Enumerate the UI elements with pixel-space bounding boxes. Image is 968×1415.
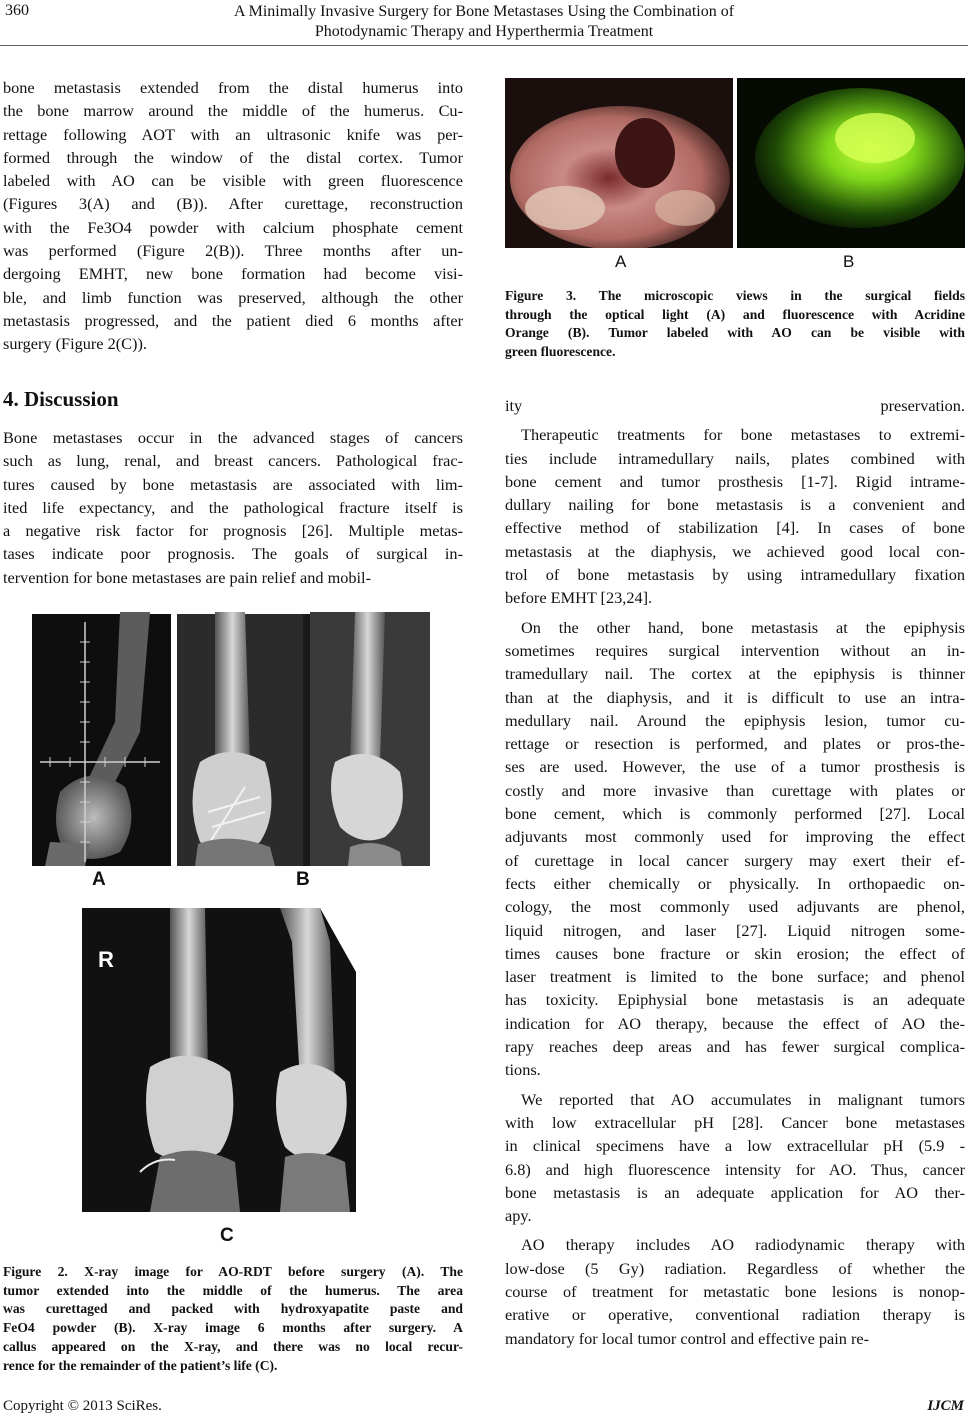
photo-b-fluorescence [737, 78, 965, 248]
figure-3-label-a: A [615, 252, 627, 271]
text-line: rettage or resection is performed, and plates or pros-the- [505, 734, 965, 754]
figure-2-xray-collage [30, 612, 433, 1260]
figure-3 [505, 78, 965, 278]
text-line: metastasis at the diaphysis, we achieved good local con- [505, 541, 965, 561]
text-line: medullary nail. Around the epiphysis lesion, tumor cu- [505, 710, 965, 730]
footer-copyright: Copyright © 2013 SciRes. [3, 1398, 162, 1414]
right-paragraph-ph [505, 1088, 965, 1228]
text-line: rapy reaches deep areas and has fewer surgical complica- [505, 1037, 965, 1057]
text-line: Bone metastases occur in the advanced stages of cancers [3, 428, 463, 447]
text-line: apy. [505, 1206, 532, 1226]
text-line: ties include intramedullary nails, plates combined with [505, 448, 965, 468]
text-line: sometimes requires surgical intervention without an in- [505, 640, 965, 660]
text-line: has toxicity. Epiphysial bone metastasis is an adequate [505, 990, 965, 1010]
text-line: erative or operative, conventional radiation therapy is [505, 1305, 965, 1325]
caption-line: was curettaged and packed with hydroxyapatite paste and [3, 1301, 463, 1317]
text-line: effective method of stabilization [4]. In cases of bone [505, 518, 965, 538]
text-line: Therapeutic treatments for bone metastases to extremi- [521, 425, 965, 445]
text-line: AO therapy includes AO radiodynamic therapy with [521, 1235, 965, 1255]
photo-a-optical-light [505, 78, 733, 248]
text-line: dergoing EMHT, new bone formation had become visi- [3, 264, 463, 284]
text-line: laser treatment is limited to the bone surface; and phenol [505, 967, 965, 987]
right-paragraph-therapeutic [505, 423, 965, 609]
text-line: bone cement and tumor prosthesis [1-7]. Rigid intrame- [505, 471, 965, 491]
running-title-line-1: A Minimally Invasive Surgery for Bone Metastases Using the Combination of [233, 3, 735, 20]
text-line: in clinical specimens have a low extracellular pH (5.9 - [505, 1136, 965, 1156]
text-line: ble, and limb function was preserved, although the other [3, 287, 463, 307]
text-line: tervention for bone metastases are pain relief and mobil- [3, 567, 371, 587]
figure-3-photos [505, 78, 965, 248]
xray-panel-a [32, 612, 171, 866]
text-line: ses are used. However, the use of a tumor prosthesis is [505, 757, 965, 777]
text-line: such as lung, renal, and breast cancers. Pathological frac- [3, 451, 463, 471]
text-line: surgery (Figure 2(C)). [3, 334, 147, 354]
figure-2 [30, 612, 433, 1260]
text-line: indication for AO therapy, because the effect of AO the- [505, 1013, 965, 1033]
text-line: rettage following AOT with an ultrasonic knife was per- [3, 124, 463, 144]
footer-journal: IJCM [927, 1398, 964, 1414]
text-line: course of treatment for metastatic bone lesions is nonop- [505, 1281, 965, 1301]
text-line: tures caused by bone metastasis are associated with lim- [3, 474, 463, 494]
text-line: bone cement, which is commonly performed [27]. Local [505, 804, 965, 824]
text-line: low-dose (5 Gy) radiation. Regardless of whether the [505, 1258, 965, 1278]
text-line: fects either chemically or physically. In orthopaedic on- [505, 873, 965, 893]
text-line: adjuvants most commonly used for improving the effect [505, 827, 965, 847]
right-paragraph-epiphysis [505, 616, 965, 1082]
text-line: mandatory for local tumor control and effective pain re- [505, 1328, 870, 1348]
text-line: tions. [505, 1060, 541, 1080]
figure-2-label-b: B [296, 869, 310, 890]
caption-line: callus appeared on the X-ray, and there was no local recur- [3, 1338, 463, 1354]
caption-line: Orange (B). Tumor labeled with AO can be visible with [505, 325, 965, 341]
figure-2-label-a: A [92, 869, 106, 890]
figure-3-label-b: B [843, 252, 855, 271]
caption-line: FeO4 powder (B). X-ray image 6 months after surgery. A [3, 1320, 463, 1336]
text-line: (Figures 3(A) and (B)). After curettage, reconstruction [3, 194, 463, 214]
caption-line: tumor extended into the middle of the humerus. The area [3, 1282, 463, 1298]
caption-line: green fluorescence. [505, 344, 616, 360]
xray-panel-c [82, 908, 356, 1212]
caption-line: rence for the remainder of the patient’s life (C). [3, 1357, 278, 1373]
left-paragraph-2 [3, 426, 463, 589]
xray-panel-b [177, 612, 430, 866]
text-line: bone metastasis extended from the distal humerus into [3, 78, 463, 97]
text-line: of curettage in local cancer surgery may exert their ef- [505, 850, 965, 870]
running-title-line-2: Photodynamic Therapy and Hyperthermia Treatment [314, 23, 654, 40]
left-paragraph-1 [3, 76, 463, 356]
text-line: dullary nailing for bone metastasis is a convenient and [505, 495, 965, 515]
text-line: the bone marrow around the middle of the humerus. Cu- [3, 101, 463, 121]
text-line: bone metastasis is an adequate application for AO ther- [505, 1182, 965, 1202]
caption-line: through the optical light (A) and fluorescence with Acridine [505, 306, 965, 322]
text-line: costly and more invasive than curettage with plates or [505, 780, 965, 800]
text-line: than at the diaphysis, and it is difficult to use an intra- [505, 687, 965, 707]
text-line: liquid nitrogen, and laser [27]. Liquid nitrogen some- [505, 920, 965, 940]
text-line: formed through the window of the distal cortex. Tumor [3, 147, 463, 167]
text-line: was performed (Figure 2(B)). Three months after un- [3, 241, 463, 261]
right-column-text [505, 394, 965, 1350]
text-line: We reported that AO accumulates in malignant tumors [521, 1089, 965, 1109]
text-line: times causes bone fracture or skin erosion; the effect of [505, 943, 965, 963]
figure-2-label-c: C [220, 1225, 234, 1246]
header-rule [0, 45, 968, 46]
running-title [0, 2, 968, 42]
text-line: tramedullary nail. The cortex at the epiphysis is thinner [505, 664, 965, 684]
text-line: metastasis progressed, and the patient died 6 months after [3, 310, 463, 330]
caption-line: Figure 2. X-ray image for AO-RDT before surgery (A). The [3, 1264, 463, 1279]
section-heading-discussion: 4. Discussion [3, 387, 119, 411]
text-line: tases indicate poor prognosis. The goals of surgical in- [3, 544, 463, 564]
text-line: with the Fe3O4 powder with calcium phosphate cement [3, 217, 463, 237]
figure-2-caption [3, 1263, 463, 1375]
text-line: On the other hand, bone metastasis at the epiphysis [521, 617, 965, 637]
text-line: before EMHT [23,24]. [505, 588, 653, 608]
text-line: a negative risk factor for prognosis [26]. Multiple metas- [3, 521, 463, 541]
text-line: ity preservation. [505, 396, 965, 415]
text-line: cology, the most commonly used adjuvants are phenol, [505, 897, 965, 917]
caption-line: Figure 3. The microscopic views in the surgical fields [505, 288, 965, 303]
text-line: with low extracellular pH [28]. Cancer bone metastases [505, 1112, 965, 1132]
figure-3-caption [505, 287, 965, 362]
right-paragraph-radiodynamic [505, 1233, 965, 1349]
text-line: labeled with AO can be visible with green fluorescence [3, 171, 463, 191]
text-line: ited life expectancy, and the pathological fracture itself is [3, 497, 463, 517]
page-number: 360 [5, 2, 29, 19]
text-line: trol of bone metastasis by using intramedullary fixation [505, 565, 965, 585]
xray-marker-r: R [98, 947, 114, 972]
text-line: 6.8) and high fluorescence intensity for AO. Thus, cancer [505, 1159, 965, 1179]
